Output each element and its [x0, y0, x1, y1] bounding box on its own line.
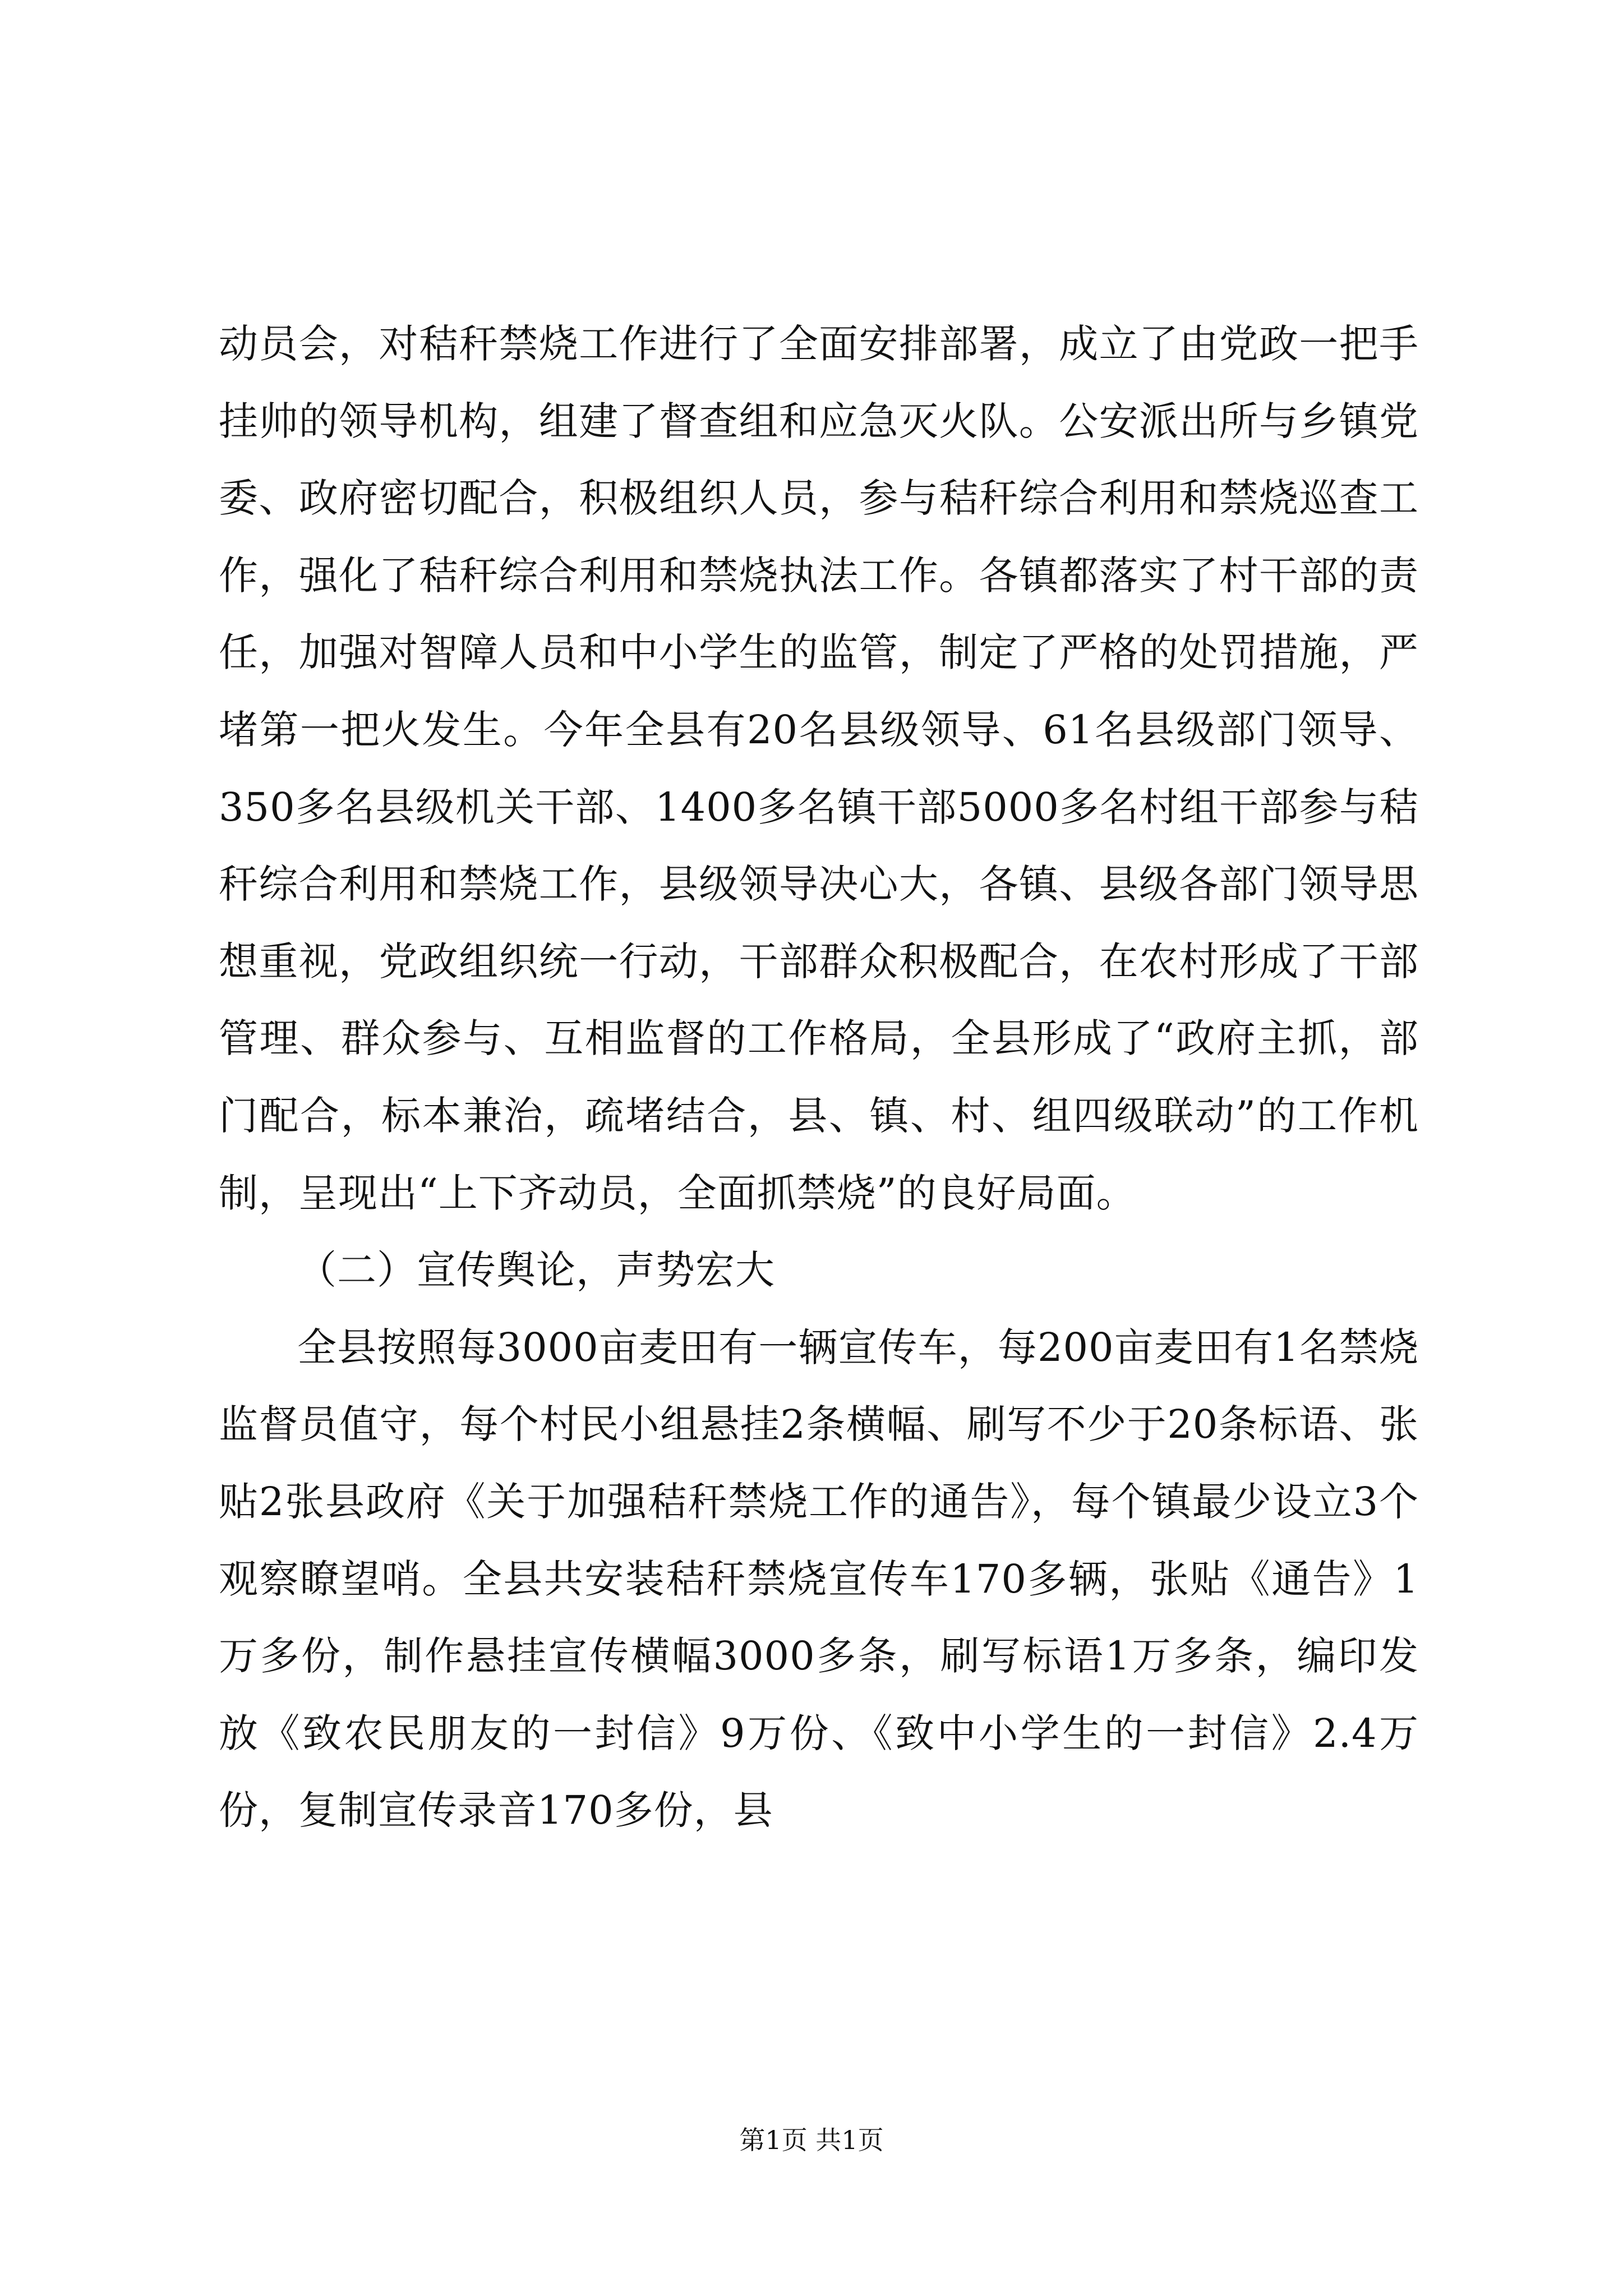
section-heading: （二）宣传舆论，声势宏大 — [297, 1247, 775, 1294]
body-paragraph-continued: 动员会，对秸秆禁烧工作进行了全面安排部署，成立了由党政一把手挂帅的领导机构，组建了督查组和应急灭火队。公安派出所与乡镇党委、政府密切配合，积极组织人员，参与秸秆综合利用和禁烧巡查工作，强化了秸秆综合利用和禁烧执法工作。各镇都落实了村干部的责任，加强对智障人员和中小学生的监管，制定了严格的处罚措施，严堵第一把火发生。今年全县有20名县级领导、61名县级部门领导、350多名县级机关干部、1400多名镇干部5000多名村组干部参与秸秆综合利用和禁烧工作，县级领导决心大，各镇、县级各部门领导思想重视，党政组织统一行动，干部群众积极配合，在农村形成了干部管理、群众参与、互相监督的工作格局，全县形成了“政府主抓，部门配合，标本兼治，疏堵结合，县、镇、村、组四级联动”的工作机制，呈现出“上下齐动员，全面抓禁烧”的良好局面。 — [219, 321, 1419, 1216]
page-footer: 第1页 共1页 — [739, 2125, 884, 2155]
body-paragraph: 全县按照每3000亩麦田有一辆宣传车，每200亩麦田有1名禁烧监督员值守，每个村民小组悬挂2条横幅、刷写不少于20条标语、张贴2张县政府《关于加强秸秆禁烧工作的通告》，每个镇最少设立3个观察瞭望哨。全县共安装秸秆禁烧宣传车170多辆，张贴《通告》1万多份，制作悬挂宣传横幅3000多条，刷写标语1万多条，编印发放《致农民朋友的一封信》9万份、《致中小学生的一封信》2.4万份，复制宣传录音170多份，县 — [219, 1324, 1419, 1834]
document-body — [219, 306, 1419, 1849]
